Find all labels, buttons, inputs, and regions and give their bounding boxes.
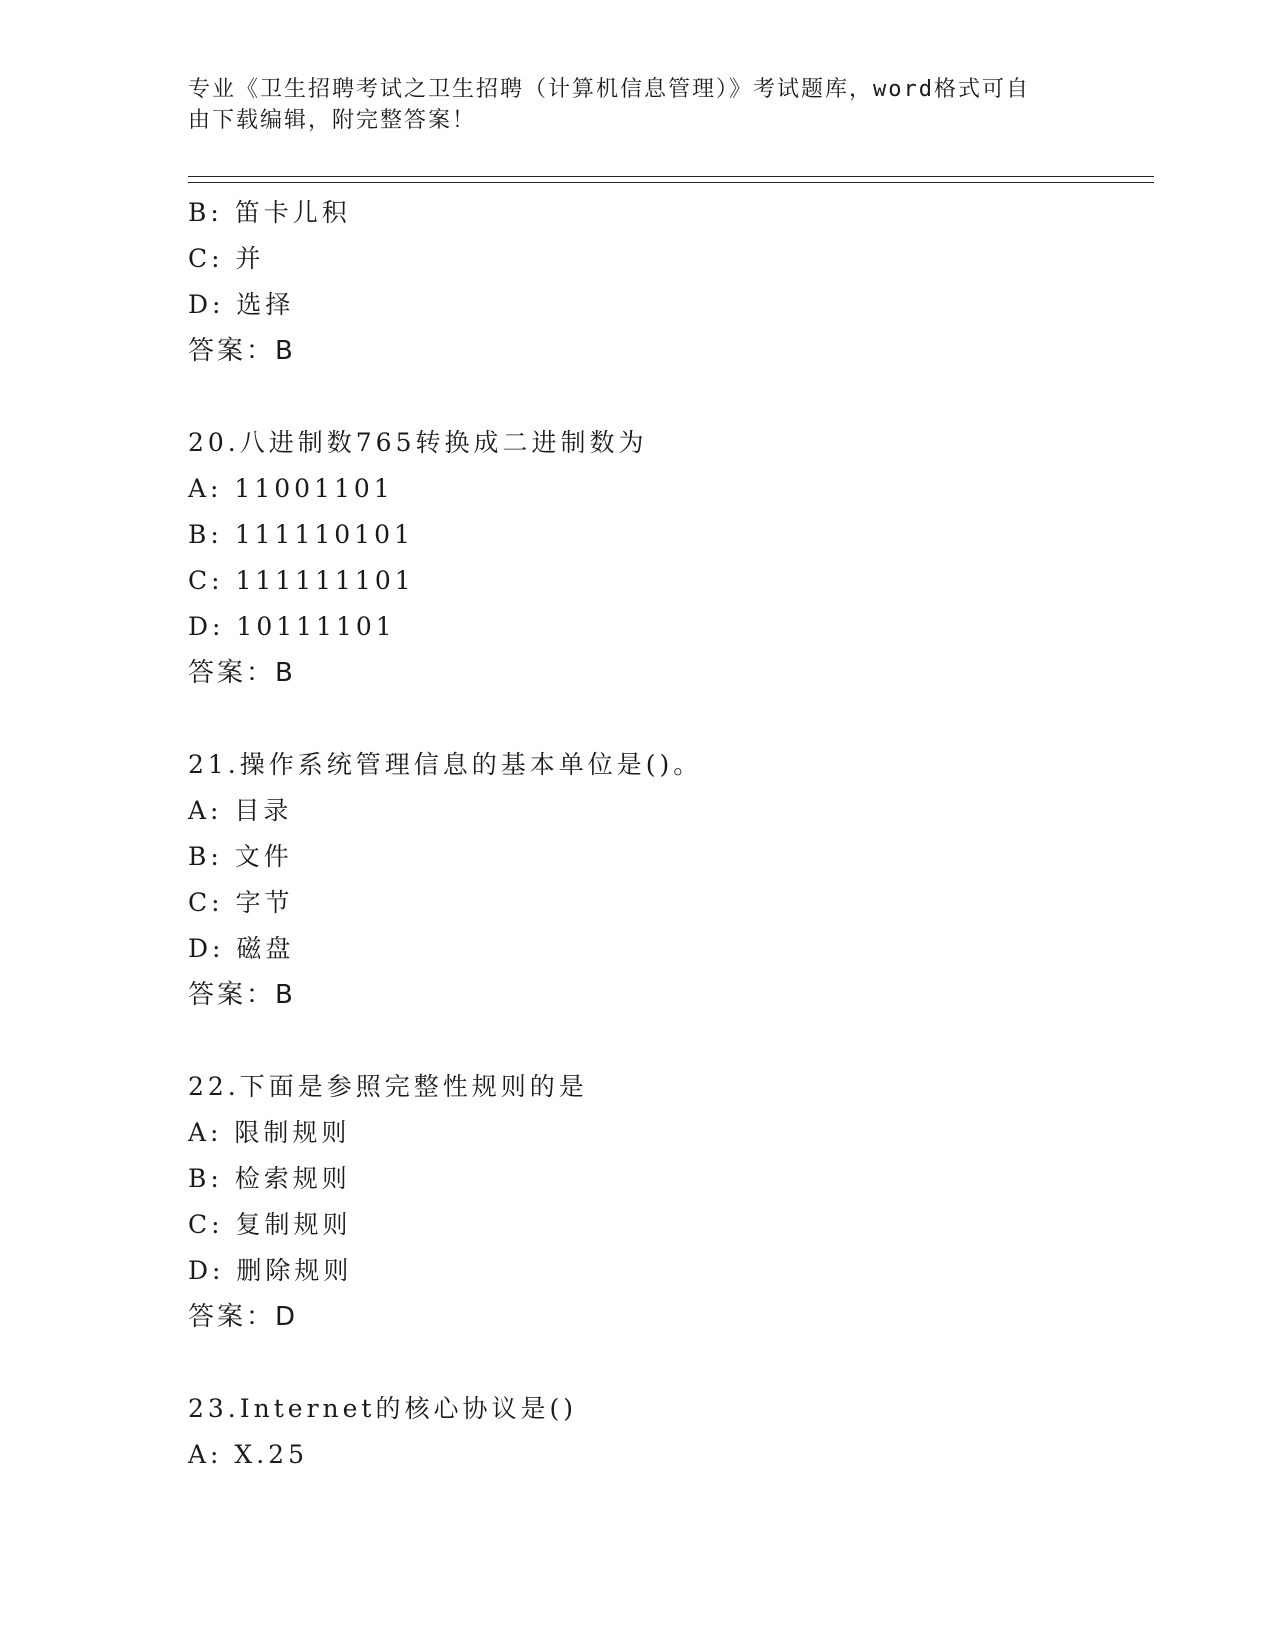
option-d: D: 选择 [188,290,295,319]
option-a: A: 11001101 [188,474,394,503]
question-block-continued [188,190,1148,374]
answer-line: 答案：B [188,658,296,688]
question-text: 23.Internet的核心协议是() [188,1394,577,1423]
option-d: D: 磁盘 [188,934,295,963]
option-d: D: 10111101 [188,612,396,641]
question-list [188,190,1148,1478]
header-line-1: 专业《卫生招聘考试之卫生招聘（计算机信息管理）》考试题库，word格式可自 [188,77,1030,102]
option-b: B: 笛卡儿积 [188,198,351,227]
question-text: 21.操作系统管理信息的基本单位是()。 [188,750,703,779]
question-block-22 [188,1064,1148,1340]
answer-line: 答案：B [188,980,296,1010]
header-line-2: 由下载编辑，附完整答案！ [188,108,477,133]
answer-line: 答案：D [188,1302,299,1332]
option-b: B: 111110101 [188,520,414,549]
header-divider-bottom [188,182,1154,183]
option-a: A: 目录 [188,796,293,825]
option-a: A: X.25 [188,1440,308,1469]
question-text: 22.下面是参照完整性规则的是 [188,1072,588,1101]
option-b: B: 检索规则 [188,1164,351,1193]
option-c: C: 复制规则 [188,1210,352,1239]
option-b: B: 文件 [188,842,293,871]
option-c: C: 111111101 [188,566,415,595]
option-c: C: 字节 [188,888,294,917]
question-text: 20.八进制数765转换成二进制数为 [188,428,648,457]
option-a: A: 限制规则 [188,1118,351,1147]
option-d: D: 删除规则 [188,1256,353,1285]
question-block-23 [188,1386,1148,1478]
question-block-21 [188,742,1148,1018]
question-block-20 [188,420,1148,696]
option-c: C: 并 [188,244,265,273]
answer-line: 答案：B [188,336,296,366]
document-header [188,74,1068,136]
header-divider-top [188,176,1154,177]
